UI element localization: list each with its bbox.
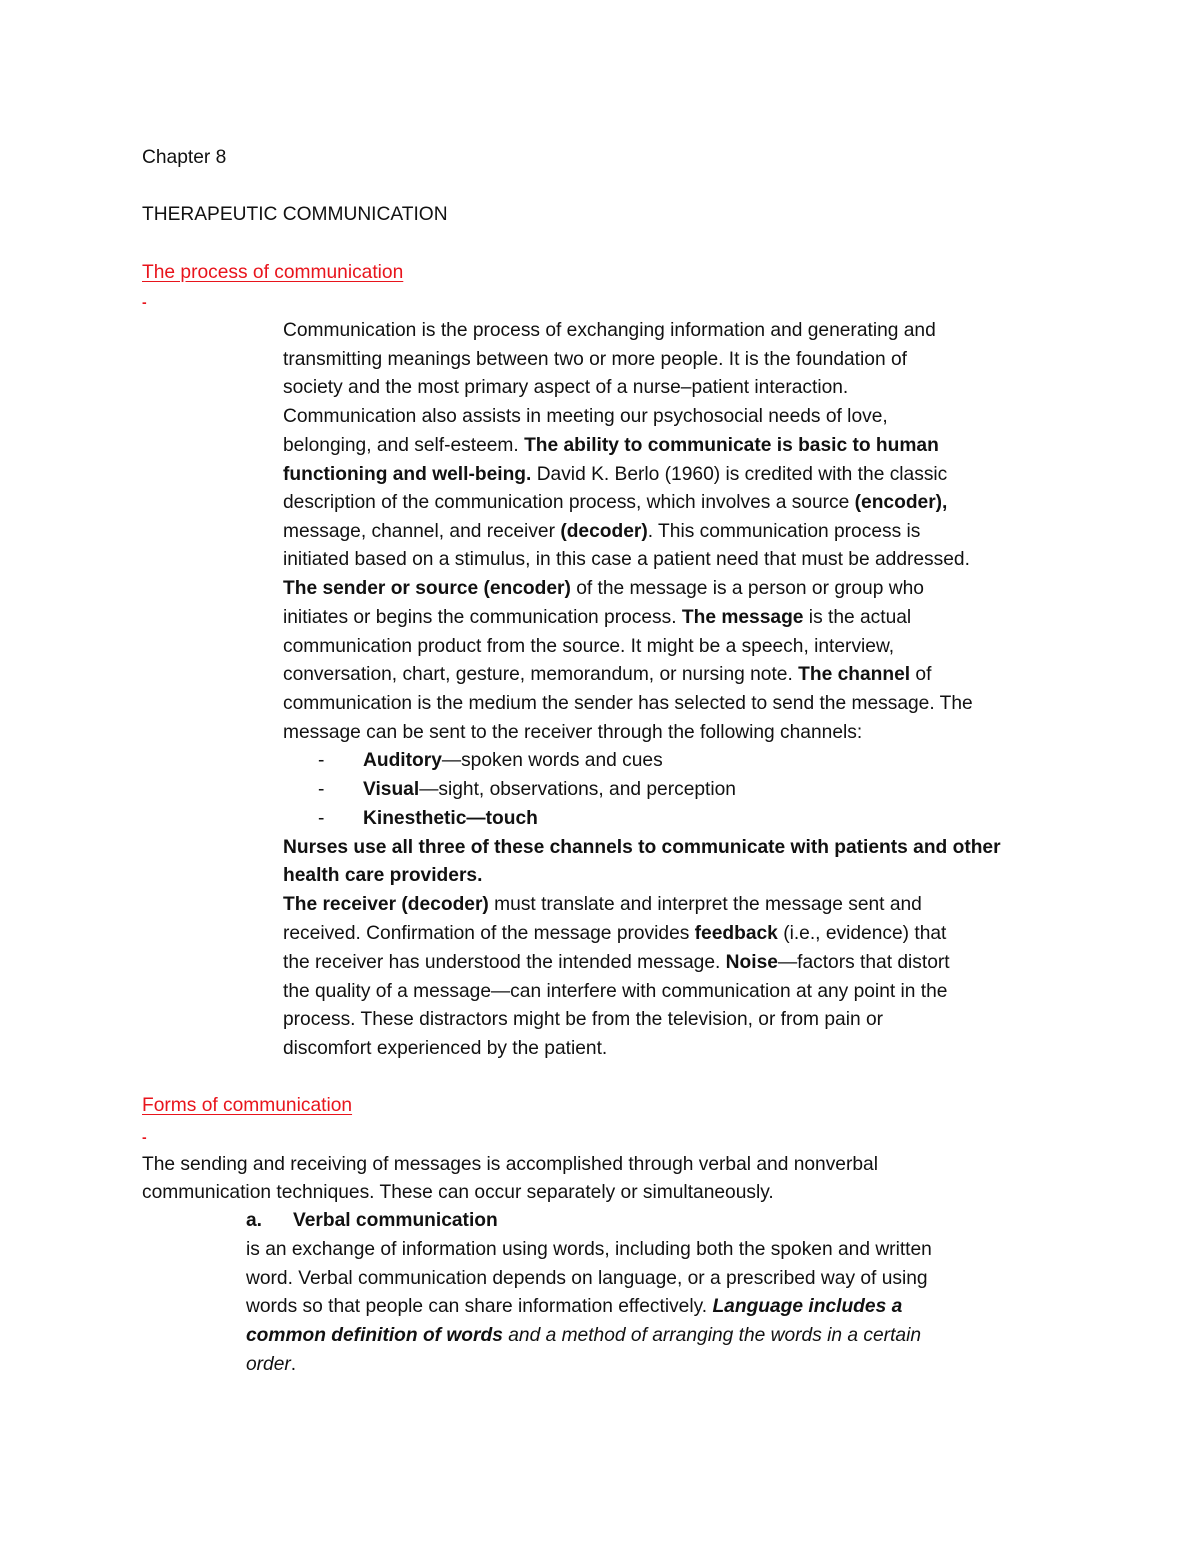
text-run: belonging, and self-esteem. — [283, 435, 525, 456]
text-run: —factors that distort — [777, 952, 950, 973]
section-heading-forms: Forms of communication — [142, 1095, 353, 1116]
text-run: initiates or begins the communication process. — [283, 607, 682, 628]
text-run: of the message is a person or group who — [570, 578, 924, 599]
text-run: is the actual — [803, 607, 912, 628]
text-run: conversation, chart, gesture, memorandum, or nursing note. — [283, 664, 799, 685]
paragraph-line — [246, 1321, 921, 1350]
paragraph-line: message can be sent to the receiver through the following channels: — [283, 722, 863, 743]
text-run: the receiver has understood the intended message. — [283, 952, 726, 973]
paragraph-line — [283, 948, 950, 977]
text-run: message, channel, and receiver — [283, 521, 561, 542]
bold-run: The message — [681, 607, 804, 628]
paragraph-line: word. Verbal communication depends on language, or a prescribed way of using — [246, 1268, 928, 1289]
text-run: of — [910, 664, 932, 685]
text-run: —sight, observations, and perception — [419, 779, 736, 800]
chapter-label: Chapter 8 — [142, 147, 227, 168]
text-run: received. Confirmation of the message provides — [283, 923, 695, 944]
italic-run: order — [246, 1354, 291, 1375]
bold-run: The ability to communicate is basic to human — [524, 435, 939, 456]
bullet-item-auditory — [363, 746, 663, 775]
paragraph-line: communication is the medium the sender has selected to send the message. The — [283, 693, 973, 714]
paragraph-line — [283, 919, 946, 948]
bullet-dash: - — [318, 779, 325, 800]
bold-run: functioning and well-being. — [283, 464, 532, 485]
paragraph-line — [283, 488, 947, 517]
red-dash-marker: - — [142, 1129, 147, 1145]
bullet-dash: - — [318, 808, 325, 829]
subsection-title: Verbal communication — [293, 1210, 498, 1231]
italic-run: and a method of arranging the words in a certain — [502, 1325, 922, 1346]
document-title: THERAPEUTIC COMMUNICATION — [142, 204, 448, 225]
text-run: David K. Berlo (1960) is credited with the classic — [531, 464, 948, 485]
bold-run: Auditory — [363, 750, 442, 771]
text-run: . — [290, 1354, 297, 1375]
text-run: must translate and interpret the message sent and — [488, 894, 922, 915]
text-run: . This communication process is — [647, 521, 921, 542]
bold-italic-run: common definition of words — [246, 1325, 503, 1346]
bold-run: Noise — [725, 952, 778, 973]
text-run: words so that people can share information effectively. — [246, 1296, 713, 1317]
bold-run: Visual — [363, 779, 420, 800]
paragraph-line — [283, 603, 911, 632]
text-run: description of the communication process, which involves a source — [283, 492, 855, 513]
list-marker: a. — [246, 1210, 263, 1231]
paragraph-line: society and the most primary aspect of a nurse–patient interaction. — [283, 377, 849, 398]
text-run: (i.e., evidence) that — [777, 923, 947, 944]
paragraph-line — [283, 517, 920, 546]
red-dash-marker: - — [142, 294, 147, 310]
paragraph-line — [246, 1292, 902, 1321]
bold-run: feedback — [694, 923, 778, 944]
text-run: —spoken words and cues — [441, 750, 663, 771]
paragraph-line — [283, 890, 922, 919]
paragraph-line: The sending and receiving of messages is accomplished through verbal and nonverbal — [142, 1154, 878, 1175]
section-heading-process: The process of communication — [142, 262, 404, 283]
paragraph-line: communication product from the source. It might be a speech, interview, — [283, 636, 895, 657]
paragraph-line: discomfort experienced by the patient. — [283, 1038, 608, 1059]
paragraph-line — [283, 574, 924, 603]
paragraph-line: Nurses use all three of these channels to communicate with patients and other — [283, 837, 1001, 858]
paragraph-line: is an exchange of information using words, including both the spoken and written — [246, 1239, 932, 1260]
bullet-item-visual — [363, 775, 736, 804]
bold-run: The channel — [798, 664, 911, 685]
paragraph-line: Communication also assists in meeting our psychosocial needs of love, — [283, 406, 888, 427]
bold-run: The receiver (decoder) — [283, 894, 489, 915]
paragraph-line — [283, 660, 931, 689]
bold-run: The sender or source (encoder) — [283, 578, 571, 599]
paragraph-line: transmitting meanings between two or more people. It is the foundation of — [283, 349, 907, 370]
paragraph-line: Communication is the process of exchanging information and generating and — [283, 320, 936, 341]
paragraph-line: initiated based on a stimulus, in this case a patient need that must be addressed. — [283, 549, 970, 570]
bullet-item-kinesthetic: Kinesthetic—touch — [363, 808, 538, 829]
paragraph-line — [283, 460, 947, 489]
paragraph-line — [246, 1350, 296, 1379]
bold-run: (encoder), — [854, 492, 948, 513]
bold-italic-run: Language includes a — [712, 1296, 903, 1317]
paragraph-line: the quality of a message—can interfere with communication at any point in the — [283, 981, 948, 1002]
paragraph-line: communication techniques. These can occur separately or simultaneously. — [142, 1182, 774, 1203]
bullet-dash: - — [318, 750, 325, 771]
paragraph-line: health care providers. — [283, 865, 483, 886]
bold-run: (decoder) — [560, 521, 648, 542]
paragraph-line: process. These distractors might be from the television, or from pain or — [283, 1009, 884, 1030]
paragraph-line — [283, 431, 939, 460]
